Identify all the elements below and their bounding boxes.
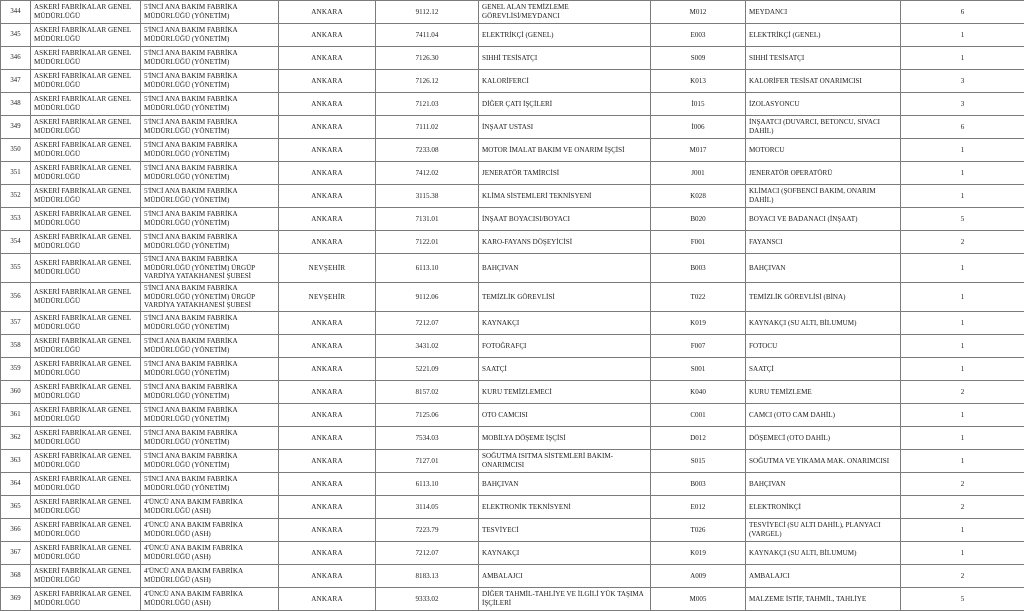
cell-institution: ASKERİ FABRİKALAR GENEL MÜDÜRLÜĞÜ	[31, 541, 141, 564]
cell-occupation: BAHÇIVAN	[746, 472, 901, 495]
cell-unit: 5'İNCİ ANA BAKIM FABRİKA MÜDÜRLÜĞÜ (YÖNETİM)	[141, 116, 279, 139]
cell-occupation: SOĞUTMA VE YIKAMA MAK. ONARIMCISI	[746, 449, 901, 472]
cell-title: BAHÇIVAN	[479, 472, 651, 495]
cell-unit: 5'İNCİ ANA BAKIM FABRİKA MÜDÜRLÜĞÜ (YÖNETİM)	[141, 1, 279, 24]
cell-position-code: 7212.07	[376, 311, 479, 334]
cell-row-index: 349	[1, 116, 31, 139]
cell-occupation: TESVİYECİ (SU ALTI DAHİL), PLANYACI (VARGEL)	[746, 518, 901, 541]
cell-institution: ASKERİ FABRİKALAR GENEL MÜDÜRLÜĞÜ	[31, 403, 141, 426]
cell-quantity: 1	[901, 311, 1024, 334]
cell-occupation: FAYANSCI	[746, 231, 901, 254]
cell-institution: ASKERİ FABRİKALAR GENEL MÜDÜRLÜĞÜ	[31, 185, 141, 208]
cell-institution: ASKERİ FABRİKALAR GENEL MÜDÜRLÜĞÜ	[31, 47, 141, 70]
cell-institution: ASKERİ FABRİKALAR GENEL MÜDÜRLÜĞÜ	[31, 116, 141, 139]
cell-province: ANKARA	[279, 24, 376, 47]
cell-title: MOTOR İMALAT BAKIM VE ONARIM İŞÇİSİ	[479, 139, 651, 162]
cell-occupation-code: M005	[651, 587, 746, 610]
cell-title: GENEL ALAN TEMİZLEME GÖREVLİSİ/MEYDANCI	[479, 1, 651, 24]
cell-province: ANKARA	[279, 380, 376, 403]
cell-unit: 5'İNCİ ANA BAKIM FABRİKA MÜDÜRLÜĞÜ (YÖNETİM)	[141, 449, 279, 472]
cell-quantity: 2	[901, 564, 1024, 587]
cell-row-index: 365	[1, 495, 31, 518]
cell-unit: 4'ÜNCÜ ANA BAKIM FABRİKA MÜDÜRLÜĞÜ (ASH)	[141, 587, 279, 610]
cell-title: TEMİZLİK GÖREVLİSİ	[479, 282, 651, 311]
cell-unit: 5'İNCİ ANA BAKIM FABRİKA MÜDÜRLÜĞÜ (YÖNETİM)	[141, 162, 279, 185]
cell-quantity: 2	[901, 231, 1024, 254]
cell-quantity: 2	[901, 380, 1024, 403]
cell-province: ANKARA	[279, 541, 376, 564]
cell-occupation-code: F001	[651, 231, 746, 254]
table-body	[1, 1, 1024, 611]
cell-occupation-code: B003	[651, 472, 746, 495]
cell-unit: 5'İNCİ ANA BAKIM FABRİKA MÜDÜRLÜĞÜ (YÖNETİM)	[141, 403, 279, 426]
table-row	[1, 1, 1024, 24]
cell-quantity: 1	[901, 185, 1024, 208]
cell-row-index: 351	[1, 162, 31, 185]
cell-occupation-code: A009	[651, 564, 746, 587]
cell-position-code: 7121.03	[376, 93, 479, 116]
cell-occupation: MOTORCU	[746, 139, 901, 162]
table-row	[1, 357, 1024, 380]
cell-unit: 5'İNCİ ANA BAKIM FABRİKA MÜDÜRLÜĞÜ (YÖNETİM) ÜRGÜP VARDİYA YATAKHANESİ ŞUBESİ	[141, 282, 279, 311]
cell-row-index: 355	[1, 254, 31, 283]
cell-institution: ASKERİ FABRİKALAR GENEL MÜDÜRLÜĞÜ	[31, 334, 141, 357]
cell-occupation-code: S015	[651, 449, 746, 472]
cell-unit: 5'İNCİ ANA BAKIM FABRİKA MÜDÜRLÜĞÜ (YÖNETİM) ÜRGÜP VARDİYA YATAKHANESİ ŞUBESİ	[141, 254, 279, 283]
cell-institution: ASKERİ FABRİKALAR GENEL MÜDÜRLÜĞÜ	[31, 449, 141, 472]
cell-province: ANKARA	[279, 495, 376, 518]
table-row	[1, 47, 1024, 70]
cell-occupation-code: K019	[651, 311, 746, 334]
cell-institution: ASKERİ FABRİKALAR GENEL MÜDÜRLÜĞÜ	[31, 587, 141, 610]
table-row	[1, 311, 1024, 334]
cell-occupation: AMBALAJCI	[746, 564, 901, 587]
cell-occupation: JENERATÖR OPERATÖRÜ	[746, 162, 901, 185]
cell-province: ANKARA	[279, 1, 376, 24]
cell-province: ANKARA	[279, 426, 376, 449]
table-row	[1, 24, 1024, 47]
cell-province: ANKARA	[279, 231, 376, 254]
cell-institution: ASKERİ FABRİKALAR GENEL MÜDÜRLÜĞÜ	[31, 311, 141, 334]
cell-unit: 5'İNCİ ANA BAKIM FABRİKA MÜDÜRLÜĞÜ (YÖNETİM)	[141, 70, 279, 93]
cell-occupation: DÖŞEMECİ (OTO DAHİL)	[746, 426, 901, 449]
cell-title: KAYNAKÇI	[479, 541, 651, 564]
cell-occupation: SIHHİ TESİSATÇI	[746, 47, 901, 70]
cell-quantity: 3	[901, 93, 1024, 116]
cell-quantity: 6	[901, 1, 1024, 24]
cell-occupation: SAATÇİ	[746, 357, 901, 380]
cell-unit: 5'İNCİ ANA BAKIM FABRİKA MÜDÜRLÜĞÜ (YÖNETİM)	[141, 357, 279, 380]
cell-institution: ASKERİ FABRİKALAR GENEL MÜDÜRLÜĞÜ	[31, 518, 141, 541]
cell-institution: ASKERİ FABRİKALAR GENEL MÜDÜRLÜĞÜ	[31, 380, 141, 403]
cell-occupation-code: İ006	[651, 116, 746, 139]
cell-row-index: 364	[1, 472, 31, 495]
cell-unit: 4'ÜNCÜ ANA BAKIM FABRİKA MÜDÜRLÜĞÜ (ASH)	[141, 495, 279, 518]
cell-occupation-code: F007	[651, 334, 746, 357]
cell-row-index: 367	[1, 541, 31, 564]
table-row	[1, 70, 1024, 93]
cell-institution: ASKERİ FABRİKALAR GENEL MÜDÜRLÜĞÜ	[31, 1, 141, 24]
cell-institution: ASKERİ FABRİKALAR GENEL MÜDÜRLÜĞÜ	[31, 357, 141, 380]
cell-institution: ASKERİ FABRİKALAR GENEL MÜDÜRLÜĞÜ	[31, 139, 141, 162]
cell-occupation-code: K013	[651, 70, 746, 93]
cell-occupation: TEMİZLİK GÖREVLİSİ (BİNA)	[746, 282, 901, 311]
table-row	[1, 472, 1024, 495]
cell-title: İNŞAAT BOYACISI/BOYACI	[479, 208, 651, 231]
cell-unit: 5'İNCİ ANA BAKIM FABRİKA MÜDÜRLÜĞÜ (YÖNETİM)	[141, 472, 279, 495]
cell-occupation-code: K019	[651, 541, 746, 564]
cell-position-code: 6113.10	[376, 254, 479, 283]
cell-province: ANKARA	[279, 449, 376, 472]
cell-province: ANKARA	[279, 208, 376, 231]
cell-occupation-code: J001	[651, 162, 746, 185]
table-row	[1, 185, 1024, 208]
cell-occupation-code: C001	[651, 403, 746, 426]
cell-position-code: 7233.08	[376, 139, 479, 162]
table-row	[1, 495, 1024, 518]
cell-institution: ASKERİ FABRİKALAR GENEL MÜDÜRLÜĞÜ	[31, 24, 141, 47]
cell-province: ANKARA	[279, 334, 376, 357]
cell-institution: ASKERİ FABRİKALAR GENEL MÜDÜRLÜĞÜ	[31, 282, 141, 311]
cell-occupation-code: B020	[651, 208, 746, 231]
cell-position-code: 7411.04	[376, 24, 479, 47]
cell-occupation: ELEKTRONİKÇİ	[746, 495, 901, 518]
cell-position-code: 7125.06	[376, 403, 479, 426]
cell-unit: 5'İNCİ ANA BAKIM FABRİKA MÜDÜRLÜĞÜ (YÖNETİM)	[141, 231, 279, 254]
cell-province: ANKARA	[279, 70, 376, 93]
cell-position-code: 7412.02	[376, 162, 479, 185]
table-row	[1, 116, 1024, 139]
cell-institution: ASKERİ FABRİKALAR GENEL MÜDÜRLÜĞÜ	[31, 93, 141, 116]
cell-quantity: 2	[901, 495, 1024, 518]
cell-province: ANKARA	[279, 116, 376, 139]
cell-occupation-code: T022	[651, 282, 746, 311]
cell-title: OTO CAMCISI	[479, 403, 651, 426]
cell-institution: ASKERİ FABRİKALAR GENEL MÜDÜRLÜĞÜ	[31, 564, 141, 587]
cell-occupation: MEYDANCI	[746, 1, 901, 24]
cell-title: SOĞUTMA ISITMA SİSTEMLERİ BAKIM-ONARIMCISI	[479, 449, 651, 472]
cell-title: KAYNAKÇI	[479, 311, 651, 334]
cell-occupation-code: M012	[651, 1, 746, 24]
cell-occupation: KAYNAKÇI (SU ALTI, BİLUMUM)	[746, 311, 901, 334]
cell-institution: ASKERİ FABRİKALAR GENEL MÜDÜRLÜĞÜ	[31, 472, 141, 495]
cell-position-code: 6113.10	[376, 472, 479, 495]
cell-unit: 5'İNCİ ANA BAKIM FABRİKA MÜDÜRLÜĞÜ (YÖNETİM)	[141, 185, 279, 208]
cell-title: İNŞAAT USTASI	[479, 116, 651, 139]
cell-position-code: 7131.01	[376, 208, 479, 231]
table-row	[1, 231, 1024, 254]
cell-unit: 5'İNCİ ANA BAKIM FABRİKA MÜDÜRLÜĞÜ (YÖNETİM)	[141, 334, 279, 357]
cell-position-code: 7126.30	[376, 47, 479, 70]
cell-quantity: 1	[901, 541, 1024, 564]
cell-position-code: 9112.06	[376, 282, 479, 311]
cell-quantity: 2	[901, 472, 1024, 495]
cell-title: ELEKTRİKÇİ (GENEL)	[479, 24, 651, 47]
cell-title: FOTOĞRAFÇI	[479, 334, 651, 357]
cell-province: ANKARA	[279, 162, 376, 185]
cell-row-index: 347	[1, 70, 31, 93]
cell-occupation-code: M017	[651, 139, 746, 162]
cell-unit: 5'İNCİ ANA BAKIM FABRİKA MÜDÜRLÜĞÜ (YÖNETİM)	[141, 208, 279, 231]
cell-occupation-code: İ015	[651, 93, 746, 116]
cell-province: ANKARA	[279, 587, 376, 610]
cell-position-code: 5221.09	[376, 357, 479, 380]
table-row	[1, 587, 1024, 610]
cell-quantity: 1	[901, 403, 1024, 426]
cell-province: ANKARA	[279, 185, 376, 208]
cell-position-code: 8157.02	[376, 380, 479, 403]
cell-title: KURU TEMİZLEMECİ	[479, 380, 651, 403]
cell-institution: ASKERİ FABRİKALAR GENEL MÜDÜRLÜĞÜ	[31, 426, 141, 449]
cell-quantity: 5	[901, 208, 1024, 231]
cell-occupation: BOYACI VE BADANACI (İNŞAAT)	[746, 208, 901, 231]
cell-position-code: 7122.01	[376, 231, 479, 254]
cell-province: ANKARA	[279, 311, 376, 334]
cell-institution: ASKERİ FABRİKALAR GENEL MÜDÜRLÜĞÜ	[31, 70, 141, 93]
table-row	[1, 254, 1024, 283]
cell-quantity: 1	[901, 449, 1024, 472]
cell-quantity: 1	[901, 162, 1024, 185]
cell-quantity: 1	[901, 357, 1024, 380]
cell-position-code: 9333.02	[376, 587, 479, 610]
cell-position-code: 3115.38	[376, 185, 479, 208]
table-row	[1, 426, 1024, 449]
cell-position-code: 7534.03	[376, 426, 479, 449]
cell-unit: 5'İNCİ ANA BAKIM FABRİKA MÜDÜRLÜĞÜ (YÖNETİM)	[141, 93, 279, 116]
cell-row-index: 352	[1, 185, 31, 208]
cell-title: BAHÇIVAN	[479, 254, 651, 283]
cell-institution: ASKERİ FABRİKALAR GENEL MÜDÜRLÜĞÜ	[31, 254, 141, 283]
cell-row-index: 369	[1, 587, 31, 610]
cell-province: ANKARA	[279, 564, 376, 587]
cell-unit: 4'ÜNCÜ ANA BAKIM FABRİKA MÜDÜRLÜĞÜ (ASH)	[141, 518, 279, 541]
cell-occupation: İZOLASYONCU	[746, 93, 901, 116]
cell-quantity: 1	[901, 518, 1024, 541]
cell-institution: ASKERİ FABRİKALAR GENEL MÜDÜRLÜĞÜ	[31, 495, 141, 518]
cell-unit: 5'İNCİ ANA BAKIM FABRİKA MÜDÜRLÜĞÜ (YÖNETİM)	[141, 139, 279, 162]
cell-title: DİĞER ÇATI İŞÇİLERİ	[479, 93, 651, 116]
cell-quantity: 5	[901, 587, 1024, 610]
cell-occupation-code: B003	[651, 254, 746, 283]
cell-position-code: 8183.13	[376, 564, 479, 587]
cell-province: ANKARA	[279, 357, 376, 380]
cell-position-code: 7127.01	[376, 449, 479, 472]
cell-title: KALORİFERCİ	[479, 70, 651, 93]
cell-quantity: 1	[901, 426, 1024, 449]
cell-province: ANKARA	[279, 403, 376, 426]
table-row	[1, 541, 1024, 564]
cell-occupation-code: T026	[651, 518, 746, 541]
cell-occupation: MALZEME İSTİF, TAHMİL, TAHLİYE	[746, 587, 901, 610]
cell-row-index: 356	[1, 282, 31, 311]
cell-occupation-code: K028	[651, 185, 746, 208]
table-row	[1, 449, 1024, 472]
cell-unit: 4'ÜNCÜ ANA BAKIM FABRİKA MÜDÜRLÜĞÜ (ASH)	[141, 541, 279, 564]
cell-row-index: 345	[1, 24, 31, 47]
table-row	[1, 93, 1024, 116]
cell-occupation-code: S009	[651, 47, 746, 70]
cell-quantity: 1	[901, 139, 1024, 162]
cell-title: ELEKTRONİK TEKNİSYENİ	[479, 495, 651, 518]
cell-occupation-code: E003	[651, 24, 746, 47]
cell-quantity: 1	[901, 47, 1024, 70]
cell-occupation: CAMCI (OTO CAM DAHİL)	[746, 403, 901, 426]
cell-occupation: FOTOCU	[746, 334, 901, 357]
cell-quantity: 1	[901, 24, 1024, 47]
cell-row-index: 358	[1, 334, 31, 357]
cell-title: MOBİLYA DÖŞEME İŞÇİSİ	[479, 426, 651, 449]
cell-title: SIHHİ TESİSATÇI	[479, 47, 651, 70]
table-row	[1, 380, 1024, 403]
table-row	[1, 334, 1024, 357]
table-row	[1, 282, 1024, 311]
cell-quantity: 1	[901, 282, 1024, 311]
cell-position-code: 3114.05	[376, 495, 479, 518]
cell-province: ANKARA	[279, 93, 376, 116]
cell-row-index: 346	[1, 47, 31, 70]
table-row	[1, 139, 1024, 162]
cell-row-index: 368	[1, 564, 31, 587]
cell-row-index: 344	[1, 1, 31, 24]
cell-row-index: 350	[1, 139, 31, 162]
cell-quantity: 6	[901, 116, 1024, 139]
cell-position-code: 7111.02	[376, 116, 479, 139]
cell-position-code: 7212.07	[376, 541, 479, 564]
cell-province: ANKARA	[279, 518, 376, 541]
cell-unit: 5'İNCİ ANA BAKIM FABRİKA MÜDÜRLÜĞÜ (YÖNETİM)	[141, 47, 279, 70]
cell-institution: ASKERİ FABRİKALAR GENEL MÜDÜRLÜĞÜ	[31, 162, 141, 185]
cell-title: TESVİYECİ	[479, 518, 651, 541]
cell-province: NEVŞEHİR	[279, 282, 376, 311]
cell-occupation-code: K040	[651, 380, 746, 403]
cell-row-index: 357	[1, 311, 31, 334]
cell-row-index: 366	[1, 518, 31, 541]
cell-unit: 5'İNCİ ANA BAKIM FABRİKA MÜDÜRLÜĞÜ (YÖNETİM)	[141, 311, 279, 334]
cell-institution: ASKERİ FABRİKALAR GENEL MÜDÜRLÜĞÜ	[31, 231, 141, 254]
cell-occupation: KALORİFER TESİSAT ONARIMCISI	[746, 70, 901, 93]
cell-unit: 4'ÜNCÜ ANA BAKIM FABRİKA MÜDÜRLÜĞÜ (ASH)	[141, 564, 279, 587]
cell-position-code: 9112.12	[376, 1, 479, 24]
cell-title: KARO-FAYANS DÖŞEYİCİSİ	[479, 231, 651, 254]
cell-occupation: İNŞAATCI (DUVARCI, BETONCU, SIVACI DAHİL)	[746, 116, 901, 139]
cell-position-code: 3431.02	[376, 334, 479, 357]
cell-occupation-code: S001	[651, 357, 746, 380]
cell-title: DİĞER TAHMİL-TAHLİYE VE İLGİLİ YÜK TAŞIMA İŞÇİLERİ	[479, 587, 651, 610]
cell-occupation: BAHÇIVAN	[746, 254, 901, 283]
cell-quantity: 1	[901, 254, 1024, 283]
table-row	[1, 518, 1024, 541]
cell-occupation: KAYNAKÇI (SU ALTI, BİLUMUM)	[746, 541, 901, 564]
table-row	[1, 403, 1024, 426]
cell-province: NEVŞEHİR	[279, 254, 376, 283]
cell-row-index: 361	[1, 403, 31, 426]
cell-quantity: 3	[901, 70, 1024, 93]
cell-row-index: 353	[1, 208, 31, 231]
cell-unit: 5'İNCİ ANA BAKIM FABRİKA MÜDÜRLÜĞÜ (YÖNETİM)	[141, 380, 279, 403]
cell-row-index: 362	[1, 426, 31, 449]
cell-occupation: KURU TEMİZLEME	[746, 380, 901, 403]
cell-row-index: 348	[1, 93, 31, 116]
cell-title: AMBALAJCI	[479, 564, 651, 587]
cell-row-index: 359	[1, 357, 31, 380]
cell-occupation-code: E012	[651, 495, 746, 518]
cell-province: ANKARA	[279, 472, 376, 495]
cell-row-index: 363	[1, 449, 31, 472]
cell-province: ANKARA	[279, 47, 376, 70]
table-row	[1, 162, 1024, 185]
cell-row-index: 354	[1, 231, 31, 254]
table-row	[1, 208, 1024, 231]
cell-quantity: 1	[901, 334, 1024, 357]
cell-unit: 5'İNCİ ANA BAKIM FABRİKA MÜDÜRLÜĞÜ (YÖNETİM)	[141, 426, 279, 449]
cell-occupation: KLİMACI (ŞOFBENCİ BAKIM, ONARIM DAHİL)	[746, 185, 901, 208]
cell-institution: ASKERİ FABRİKALAR GENEL MÜDÜRLÜĞÜ	[31, 208, 141, 231]
cell-occupation: ELEKTRİKÇİ (GENEL)	[746, 24, 901, 47]
cell-position-code: 7126.12	[376, 70, 479, 93]
cell-title: KLİMA SİSTEMLERİ TEKNİSYENİ	[479, 185, 651, 208]
cell-unit: 5'İNCİ ANA BAKIM FABRİKA MÜDÜRLÜĞÜ (YÖNETİM)	[141, 24, 279, 47]
cell-title: SAATÇİ	[479, 357, 651, 380]
cell-province: ANKARA	[279, 139, 376, 162]
cell-position-code: 7223.79	[376, 518, 479, 541]
cell-row-index: 360	[1, 380, 31, 403]
table-row	[1, 564, 1024, 587]
cell-title: JENERATÖR TAMİRCİSİ	[479, 162, 651, 185]
cell-occupation-code: D012	[651, 426, 746, 449]
